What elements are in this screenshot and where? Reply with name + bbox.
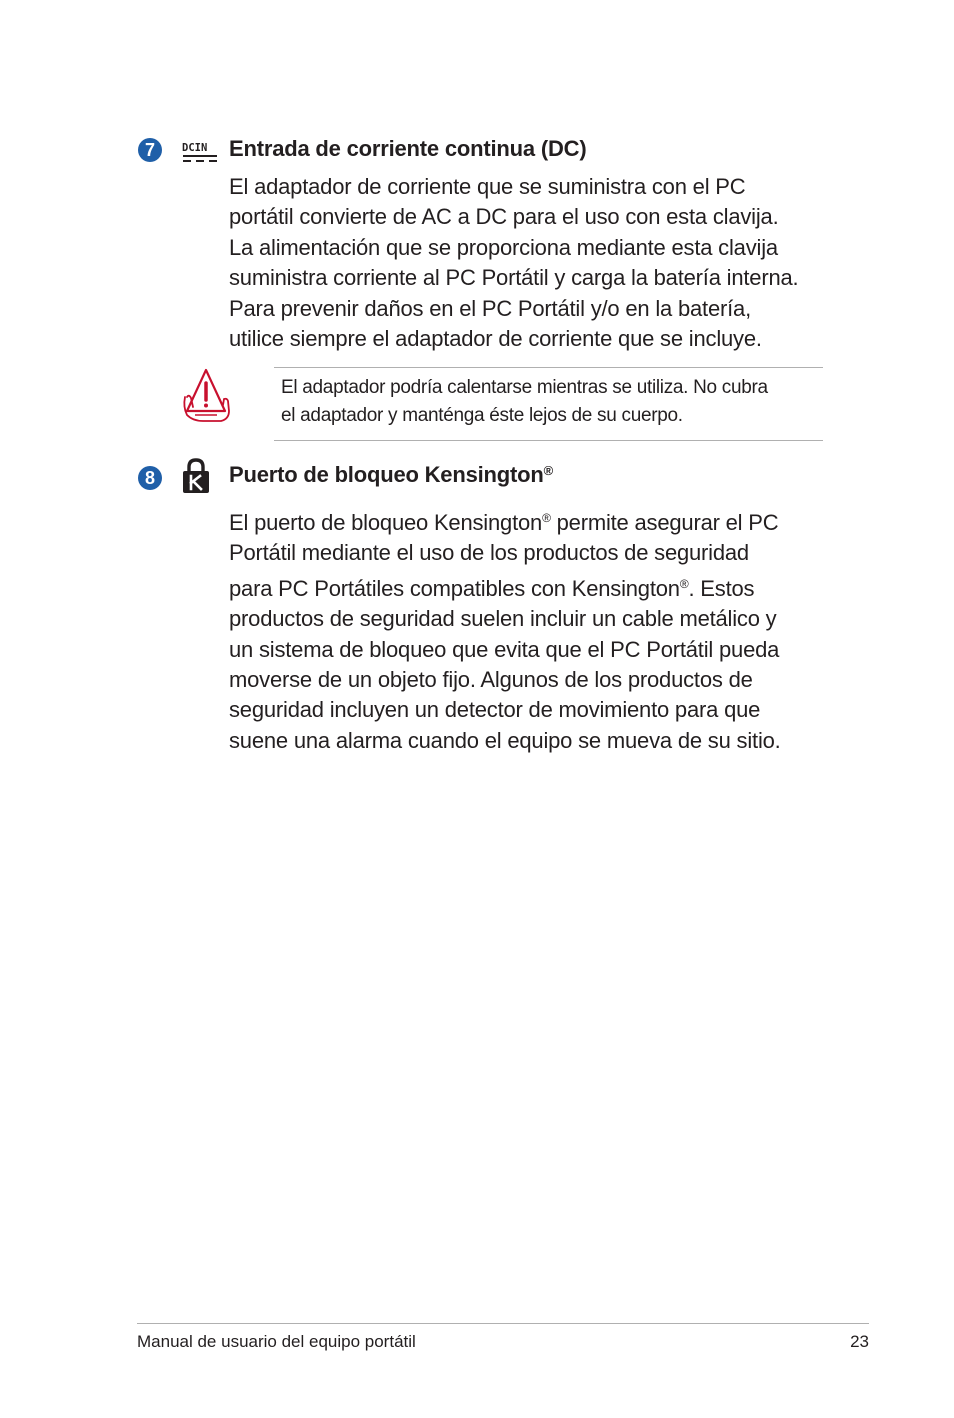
warning-note <box>274 367 823 441</box>
text-line <box>229 503 829 538</box>
text-line: El adaptador podría calentarse mientras se utiliza. No cubra <box>281 377 768 398</box>
section-number-badge: 7 <box>138 138 162 162</box>
text-line <box>229 538 829 568</box>
text-line <box>229 635 829 665</box>
text-segment: seguridad incluyen un detector de movimiento para que <box>229 697 761 723</box>
footer-title: Manual de usuario del equipo portátil <box>137 1332 416 1351</box>
text-line <box>229 604 829 634</box>
text-line: portátil convierte de AC a DC para el uso con esta clavija. <box>229 204 779 230</box>
text-segment: moverse de un objeto fijo. Algunos de los productos de <box>229 667 753 693</box>
warning-text <box>281 374 768 430</box>
text-segment: El puerto de bloqueo Kensington <box>229 510 543 535</box>
text-segment: permite asegurar el PC <box>550 510 779 535</box>
section-body <box>229 172 829 354</box>
registered-mark: ® <box>542 511 551 525</box>
text-line <box>229 569 829 604</box>
text-line: suministra corriente al PC Portátil y carga la batería interna. <box>229 265 799 291</box>
section-title: Entrada de corriente continua (DC) <box>229 136 587 161</box>
dc-in-icon <box>182 140 218 164</box>
text-line: Para prevenir daños en el PC Portátil y/o en la batería, <box>229 295 751 321</box>
text-segment: productos de seguridad suelen incluir un cable metálico y <box>229 606 777 632</box>
kensington-lock-icon <box>181 458 211 494</box>
text-segment: Portátil mediante el uso de los productos de seguridad <box>229 540 749 566</box>
warning-hand-icon <box>181 367 231 423</box>
text-segment: . Estos <box>688 575 755 601</box>
text-line: El adaptador de corriente que se suministra con el PC <box>229 174 746 199</box>
text-line: La alimentación que se proporciona mediante esta clavija <box>229 234 778 260</box>
registered-mark: ® <box>679 576 689 591</box>
text-line <box>229 726 829 756</box>
text-line <box>229 695 829 725</box>
registered-mark: ® <box>543 463 554 478</box>
dc-in-icon-label: DCIN <box>182 142 208 154</box>
text-line <box>229 665 829 695</box>
page-number: 23 <box>850 1332 869 1351</box>
section-title-text: Puerto de bloqueo Kensington <box>229 462 544 487</box>
section-body <box>229 503 829 756</box>
section-number-badge: 8 <box>138 466 162 490</box>
text-segment: suene una alarma cuando el equipo se mueva de su sitio. <box>229 727 781 753</box>
text-line: el adaptador y manténga éste lejos de su cuerpo. <box>281 405 683 426</box>
text-segment: para PC Portátiles compatibles con Kensington <box>229 575 680 601</box>
section-title <box>229 462 553 488</box>
text-line: utilice siempre el adaptador de corriente que se incluye. <box>229 326 762 352</box>
text-segment: un sistema de bloqueo que evita que el PC Portátil pueda <box>229 636 780 662</box>
footer-divider <box>137 1323 869 1324</box>
